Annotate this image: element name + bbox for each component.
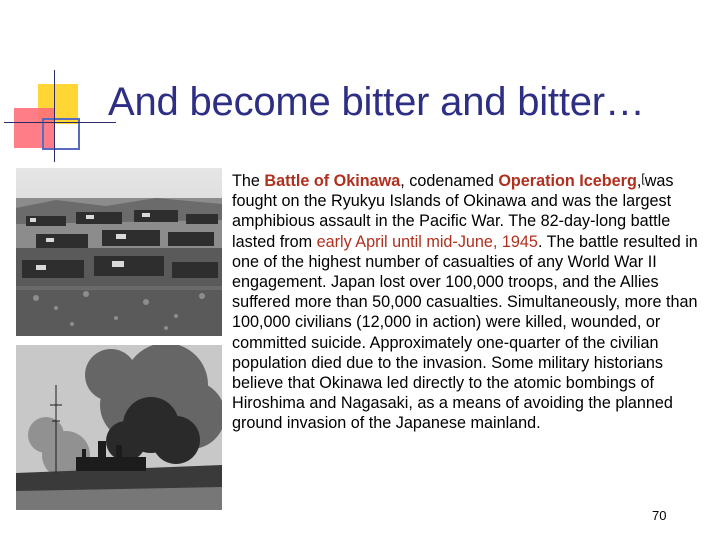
- text-segment: , codenamed: [400, 172, 499, 190]
- decor-vertical-line: [54, 70, 55, 162]
- decor-horizontal-line: [4, 122, 116, 123]
- slide-title: And become bitter and bitter…: [108, 80, 645, 124]
- battle-name-highlight: Battle of Okinawa: [264, 172, 401, 190]
- battle-description-text: [232, 168, 702, 434]
- citation-marker: [: [641, 171, 645, 185]
- landing-ships-photo: [16, 168, 222, 336]
- date-range-highlight: early April until mid-June, 1945: [316, 232, 538, 251]
- burning-ship-photo: [16, 345, 222, 510]
- text-segment: . The battle resulted in one of the highest number of casualties of any World War II engagement. Japan lost over 100,000 troops, and the Allies suffered more than 50,000 casualties. Simultaneously, more than 100,000 civilians (12,000 in action) were killed, wounded, or committed suicide. Approximately one-quarter of the civilian population died due to the invasion. Some military historians believe that Okinawa led directly to the atomic bombings of Hiroshima and Nagasaki, as a means of avoiding the planned ground invasion of the Japanese mainland.: [232, 232, 698, 433]
- page-number: 70: [652, 508, 667, 523]
- text-segment: was fought on the Ryukyu Islands of Okinawa and was the largest amphibious assault in the Pacific War. The 82-day-long battle lasted from: [232, 172, 674, 251]
- text-segment: The: [232, 172, 265, 190]
- operation-name-highlight: Operation Iceberg: [498, 172, 637, 190]
- text-segment: ,: [636, 172, 642, 190]
